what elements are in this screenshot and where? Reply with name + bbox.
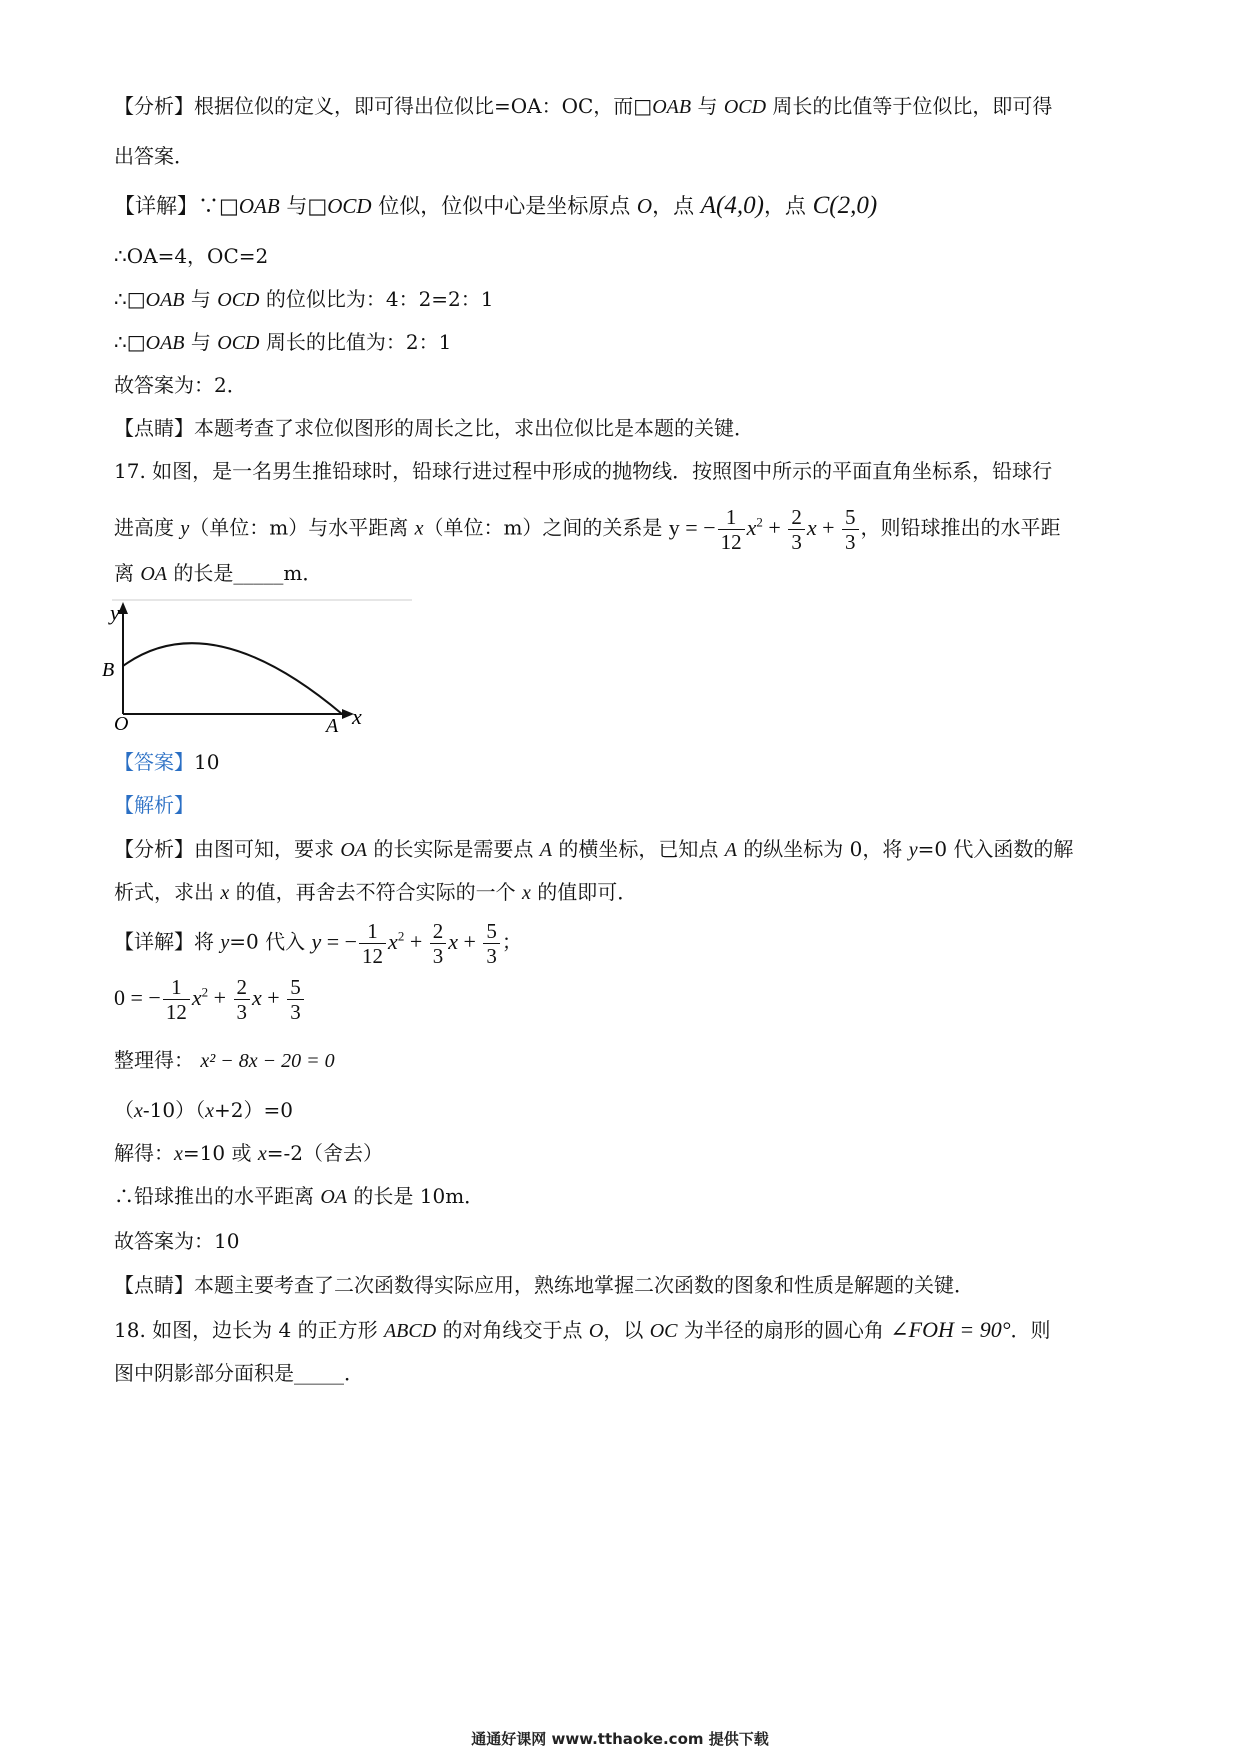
label-x: x [352,704,362,729]
dianjing-16: 【点睛】本题考查了求位似图形的周长之比，求出位似比是本题的关键． [114,416,754,440]
detail-17-answer: 故答案为：10 [114,1229,240,1253]
detail-16-line2: ∴OA=4，OC=2 [114,244,269,268]
analysis-17-line2: 析式，求出 x 的值，再舍去不符合实际的一个 x 的值即可． [114,880,638,904]
label-a: A [326,715,339,737]
footer: 通通好课网 www.tthaoke.com 提供下载 [471,1730,769,1748]
analysis-17-line1: 【分析】由图可知，要求 OA 的长实际是需要点 A 的横坐标，已知点 A 的纵坐标为 0，将 y=0 代入函数的解 [114,837,1074,861]
detail-17-line5: 解得：x=10 或 x=-2（舍去） [114,1141,383,1165]
detail-17-line2: 0 = − $\frac{1}{12}$ $x^2$ + $\frac{2}{3}$ x + $\frac{5}{3}$ [114,976,1130,1023]
detail-17-line3: 整理得： x² − 8x − 20 = 0 [114,1048,335,1072]
label-o: O [114,713,129,735]
dianjing-17: 【点睛】本题主要考查了二次函数得实际应用，熟练地掌握二次函数的图象和性质是解题的关键． [114,1273,974,1297]
detail-17-line4: （x-10）（x+2）=0 [114,1098,293,1122]
answer-17: 【答案】10 [114,750,220,774]
detail-17-line1: 【详解】将 y=0 代入 y = − $\frac{1}{12}$ $x^2$ + $\frac{2}{3}$ x + $\frac{5}{3}$ ； [114,919,522,969]
equation: y = − $\frac{1}{12}$ $x^2$ + $\frac{2}{3}$ x + $\frac{5}{3}$ [669,515,861,540]
label-y: y [110,600,120,625]
detail-17-line6: ∴铅球推出的水平距离 OA 的长是 10m． [114,1184,485,1208]
detail-16-answer: 故答案为：2． [114,373,247,397]
jiexi-17: 【解析】 [114,793,194,817]
question-18-line1: 18. 如图，边长为 4 的正方形 ABCD 的对角线交于点 O，以 OC 为半径的扇形的圆心角 ∠FOH = 90°．则 [114,1317,1051,1342]
detail-16-line1: 【详解】∵□OAB 与□OCD 位似，位似中心是坐标原点 O，点 A(4,0)，点 C(2,0) [114,192,878,219]
question-18-line2: 图中阴影部分面积是_____． [114,1361,364,1385]
analysis-16-line2: 出答案． [114,144,194,168]
parabola-curve [123,643,342,714]
question-17-line3: 离 OA 的长是_____m． [114,561,323,585]
detail-16-line3: ∴□OAB 与 OCD 的位似比为：4：2=2：1 [114,287,494,311]
analysis-16-line1: 【分析】根据位似的定义，即可得出位似比=OA：OC，而□OAB 与 OCD 周长的比值等于位似比，即可得 [114,94,1053,118]
label-b: B [102,659,115,681]
question-17-line2: 进高度 y（单位：m）与水平距离 x（单位：m）之间的关系是 y = − $\frac{1}{12}$ $x^2$ + $\frac{2}{3}$ x + $\frac{5}{3}$ ，则铅球推出的水平距 [114,505,1061,555]
question-17-line1: 17. 如图，是一名男生推铅球时，铅球行进过程中形成的抛物线．按照图中所示的平面直角坐标系，铅球行 [114,459,1053,483]
parabola-figure [102,596,412,737]
detail-16-line4: ∴□OAB 与 OCD 周长的比值为：2：1 [114,330,452,354]
